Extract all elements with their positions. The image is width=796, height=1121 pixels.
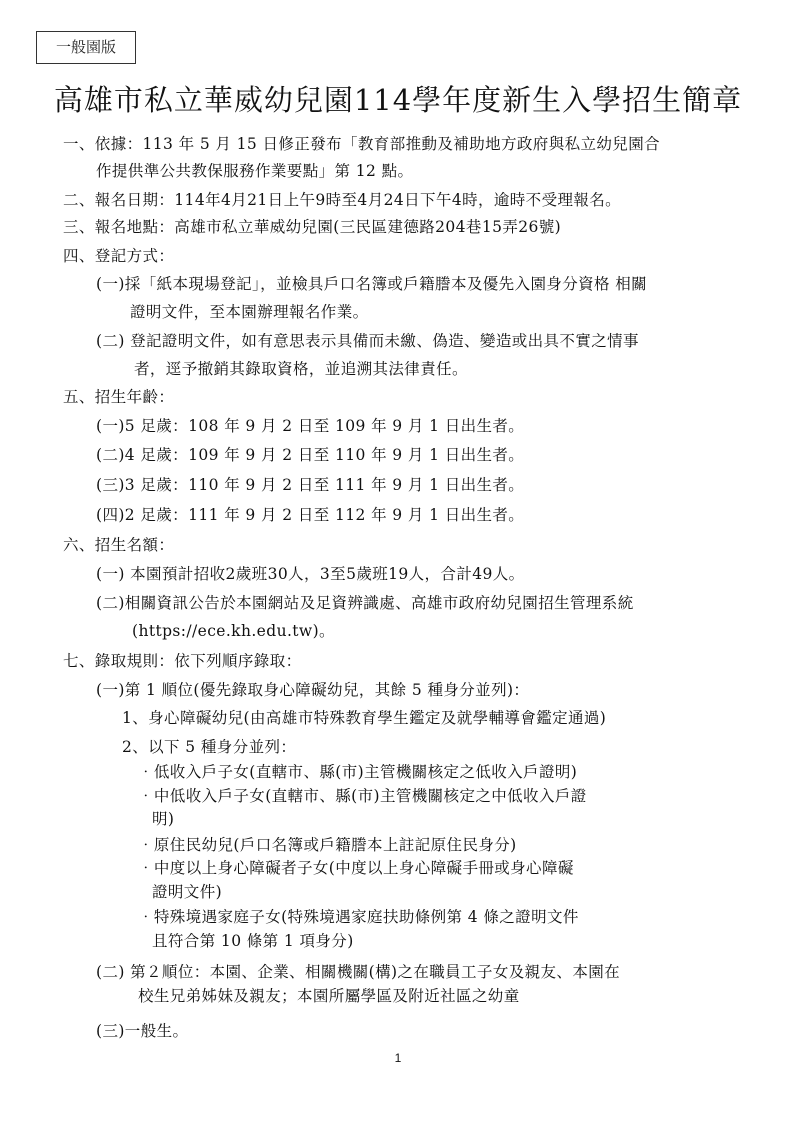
basis-line-1: 一、依據：113 年 5 月 15 日修正發布「教育部推動及補助地方政府與私立幼兒園合	[63, 135, 661, 153]
basis-line-2: 作提供準公共教保服務作業要點」第 12 點。	[96, 162, 414, 180]
age-item-2: (二)4 足歲：109 年 9 月 2 日至 110 年 9 月 1 日出生者。	[96, 446, 525, 464]
quota-heading: 六、招生名額：	[63, 536, 175, 554]
priority-1-item-1: 1、身心障礙幼兒(由高雄市特殊教育學生鑑定及就學輔導會鑑定通過)	[122, 709, 607, 727]
identity-special-family-line-1: ‧特殊境遇家庭子女(特殊境遇家庭扶助條例第 4 條之證明文件	[138, 908, 579, 926]
priority-3-general: (三)一般生。	[96, 1022, 189, 1040]
quota-item-1: (一) 本園預計招收2歲班30人，3至5歲班19人，合計49人。	[96, 565, 525, 583]
document-title: 高雄市私立華威幼兒園114學年度新生入學招生簡章	[53, 83, 743, 117]
method-item-2-line-1: (二) 登記證明文件，如有意思表示具備而未繳、偽造、變造或出具不實之情事	[96, 332, 639, 350]
method-item-1-line-2: 證明文件，至本園辦理報名作業。	[130, 303, 369, 321]
priority-1-heading: (一)第 1 順位(優先錄取身心障礙幼兒，其餘 5 種身分並列)：	[96, 681, 530, 699]
age-item-3: (三)3 足歲：110 年 9 月 2 日至 111 年 9 月 1 日出生者。	[96, 476, 525, 494]
priority-2-line-2: 校生兄弟姊妹及親友；本園所屬學區及附近社區之幼童	[138, 987, 520, 1005]
identity-low-income: ‧低收入戶子女(直轄市、縣(市)主管機關核定之低收入戶證明)	[138, 763, 578, 781]
priority-2-line-1: (二) 第２順位：本園、企業、相關機關(構)之在職員工子女及親友、本園在	[96, 963, 621, 981]
age-item-1: (一)5 足歲：108 年 9 月 2 日至 109 年 9 月 1 日出生者。	[96, 417, 525, 435]
admission-rules-heading: 七、錄取規則：依下列順序錄取：	[63, 652, 302, 670]
edition-badge: 一般園版	[36, 31, 136, 64]
identity-mid-low-income-line-1: ‧中低收入戶子女(直轄市、縣(市)主管機關核定之中低收入戶證	[138, 787, 587, 805]
age-item-4: (四)2 足歲：111 年 9 月 2 日至 112 年 9 月 1 日出生者。	[96, 506, 525, 524]
priority-1-item-2: 2、以下 5 種身分並列：	[122, 738, 297, 756]
registration-location: 三、報名地點：高雄市私立華威幼兒園(三民區建德路204巷15弄26號)	[63, 218, 562, 236]
page-number: 1	[394, 1051, 402, 1065]
identity-indigenous: ‧原住民幼兒(戶口名簿或戶籍謄本上註記原住民身分)	[138, 836, 517, 854]
method-item-2-line-2: 者，逕予撤銷其錄取資格，並追溯其法律責任。	[134, 360, 468, 378]
method-item-1-line-1: (一)採「紙本現場登記」，並檢具戶口名簿或戶籍謄本及優先入園身分資格 相關	[96, 275, 648, 293]
quota-item-2-line-2: (https://ece.kh.edu.tw)。	[132, 622, 335, 640]
registration-date: 二、報名日期：114年4月21日上午9時至4月24日下午4時，逾時不受理報名。	[63, 191, 622, 209]
quota-item-2-line-1: (二)相關資訊公告於本園網站及足資辨識處、高雄市政府幼兒園招生管理系統	[96, 594, 634, 612]
identity-mid-low-income-line-2: 明)	[152, 810, 175, 828]
age-heading: 五、招生年齡：	[63, 388, 175, 406]
identity-disability-parent-line-1: ‧中度以上身心障礙者子女(中度以上身心障礙手冊或身心障礙	[138, 859, 574, 877]
identity-disability-parent-line-2: 證明文件)	[152, 883, 223, 901]
registration-method-heading: 四、登記方式：	[63, 247, 175, 265]
identity-special-family-line-2: 且符合第 10 條第 1 項身分)	[152, 932, 354, 950]
